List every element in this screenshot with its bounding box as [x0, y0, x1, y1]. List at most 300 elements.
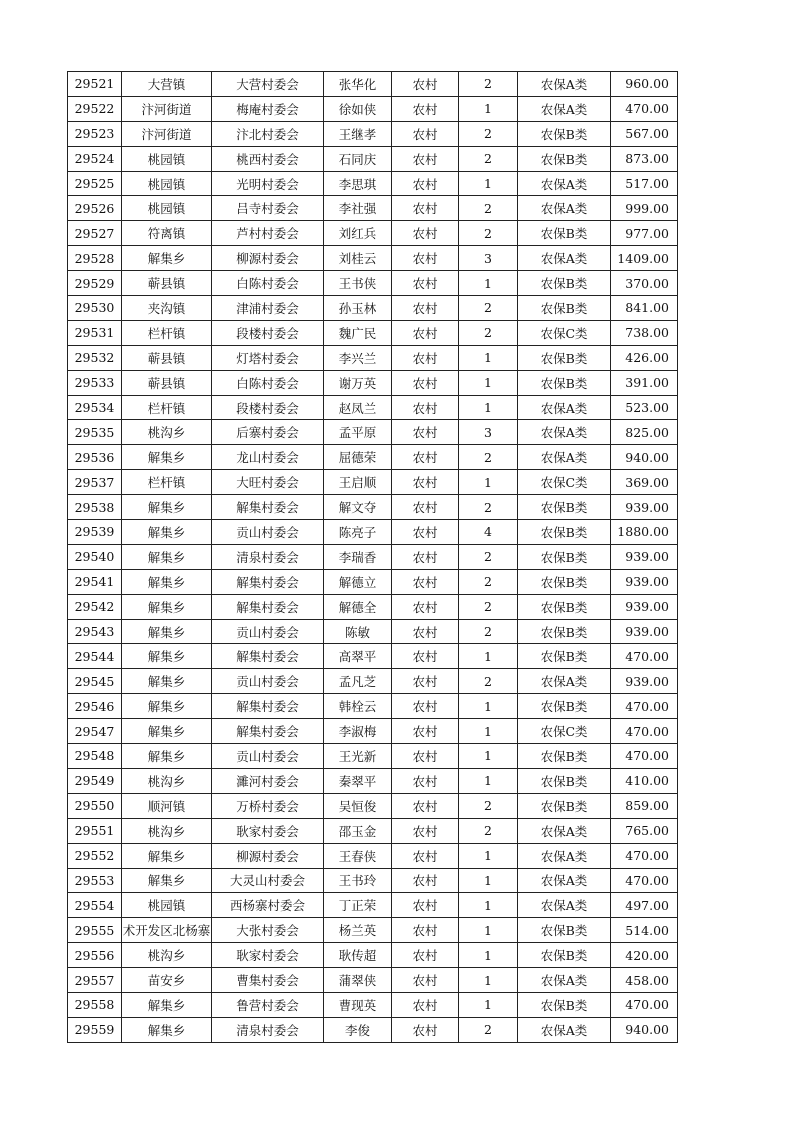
area-type-cell: 农村 — [392, 843, 459, 868]
amount-cell: 470.00 — [611, 868, 678, 893]
amount-cell: 940.00 — [611, 445, 678, 470]
village-committee-cell: 万桥村委会 — [212, 793, 324, 818]
village-committee-cell: 曹集村委会 — [212, 968, 324, 993]
amount-cell: 426.00 — [611, 345, 678, 370]
township-cell: 桃园镇 — [122, 171, 212, 196]
name-cell: 陈敏 — [324, 619, 392, 644]
village-committee-cell: 柳源村委会 — [212, 843, 324, 868]
township-cell: 解集乡 — [122, 594, 212, 619]
name-cell: 李社强 — [324, 196, 392, 221]
record-id-cell: 29552 — [68, 843, 122, 868]
village-committee-cell: 大营村委会 — [212, 72, 324, 97]
name-cell: 李兴兰 — [324, 345, 392, 370]
record-id-cell: 29532 — [68, 345, 122, 370]
table-row — [68, 395, 678, 420]
insurance-category-cell: 农保B类 — [518, 744, 611, 769]
area-type-cell: 农村 — [392, 793, 459, 818]
insurance-category-cell: 农保B类 — [518, 768, 611, 793]
amount-cell: 977.00 — [611, 221, 678, 246]
insurance-category-cell: 农保B类 — [518, 943, 611, 968]
household-count-cell: 2 — [459, 793, 518, 818]
amount-cell: 939.00 — [611, 544, 678, 569]
household-count-cell: 3 — [459, 420, 518, 445]
table-row — [68, 619, 678, 644]
village-committee-cell: 解集村委会 — [212, 495, 324, 520]
amount-cell: 391.00 — [611, 370, 678, 395]
table-row — [68, 196, 678, 221]
amount-cell: 369.00 — [611, 470, 678, 495]
name-cell: 蒲翠侠 — [324, 968, 392, 993]
household-count-cell: 1 — [459, 968, 518, 993]
township-cell: 蕲县镇 — [122, 345, 212, 370]
township-cell: 解集乡 — [122, 619, 212, 644]
table-row — [68, 221, 678, 246]
record-id-cell: 29558 — [68, 992, 122, 1017]
table-row — [68, 594, 678, 619]
table-row — [68, 893, 678, 918]
insurance-category-cell: 农保A类 — [518, 72, 611, 97]
insurance-category-cell: 农保B类 — [518, 594, 611, 619]
amount-cell: 514.00 — [611, 918, 678, 943]
insurance-category-cell: 农保B类 — [518, 644, 611, 669]
insurance-category-cell: 农保A类 — [518, 818, 611, 843]
insurance-category-cell: 农保A类 — [518, 171, 611, 196]
record-id-cell: 29553 — [68, 868, 122, 893]
household-count-cell: 2 — [459, 296, 518, 321]
name-cell: 王书侠 — [324, 271, 392, 296]
name-cell: 孙玉林 — [324, 296, 392, 321]
table-row — [68, 868, 678, 893]
record-id-cell: 29531 — [68, 320, 122, 345]
township-cell: 解集乡 — [122, 246, 212, 271]
amount-cell: 567.00 — [611, 121, 678, 146]
insurance-category-cell: 农保B类 — [518, 569, 611, 594]
township-cell: 解集乡 — [122, 569, 212, 594]
amount-cell: 940.00 — [611, 1017, 678, 1042]
table-row — [68, 992, 678, 1017]
insurance-category-cell: 农保A类 — [518, 196, 611, 221]
data-table — [67, 71, 678, 1043]
table-row — [68, 420, 678, 445]
amount-cell: 841.00 — [611, 296, 678, 321]
household-count-cell: 2 — [459, 619, 518, 644]
area-type-cell: 农村 — [392, 246, 459, 271]
township-cell: 栏杆镇 — [122, 470, 212, 495]
table-row — [68, 694, 678, 719]
household-count-cell: 2 — [459, 544, 518, 569]
area-type-cell: 农村 — [392, 221, 459, 246]
area-type-cell: 农村 — [392, 544, 459, 569]
table-row — [68, 320, 678, 345]
record-id-cell: 29526 — [68, 196, 122, 221]
amount-cell: 470.00 — [611, 694, 678, 719]
name-cell: 赵凤兰 — [324, 395, 392, 420]
record-id-cell: 29555 — [68, 918, 122, 943]
household-count-cell: 1 — [459, 943, 518, 968]
table-container — [67, 71, 678, 1043]
insurance-category-cell: 农保B类 — [518, 370, 611, 395]
township-cell: 解集乡 — [122, 544, 212, 569]
record-id-cell: 29541 — [68, 569, 122, 594]
household-count-cell: 2 — [459, 445, 518, 470]
village-committee-cell: 柳源村委会 — [212, 246, 324, 271]
insurance-category-cell: 农保A类 — [518, 893, 611, 918]
area-type-cell: 农村 — [392, 594, 459, 619]
insurance-category-cell: 农保C类 — [518, 320, 611, 345]
township-cell: 解集乡 — [122, 644, 212, 669]
area-type-cell: 农村 — [392, 320, 459, 345]
insurance-category-cell: 农保B类 — [518, 296, 611, 321]
area-type-cell: 农村 — [392, 72, 459, 97]
amount-cell: 939.00 — [611, 669, 678, 694]
township-cell: 解集乡 — [122, 520, 212, 545]
household-count-cell: 2 — [459, 196, 518, 221]
insurance-category-cell: 农保B类 — [518, 495, 611, 520]
table-row — [68, 918, 678, 943]
household-count-cell: 1 — [459, 719, 518, 744]
insurance-category-cell: 农保B类 — [518, 146, 611, 171]
table-row — [68, 96, 678, 121]
amount-cell: 939.00 — [611, 569, 678, 594]
name-cell: 王启顺 — [324, 470, 392, 495]
village-committee-cell: 后寨村委会 — [212, 420, 324, 445]
household-count-cell: 2 — [459, 569, 518, 594]
township-cell: 苗安乡 — [122, 968, 212, 993]
table-row — [68, 246, 678, 271]
area-type-cell: 农村 — [392, 744, 459, 769]
record-id-cell: 29549 — [68, 768, 122, 793]
name-cell: 徐如侠 — [324, 96, 392, 121]
village-committee-cell: 桃西村委会 — [212, 146, 324, 171]
name-cell: 陈亮子 — [324, 520, 392, 545]
amount-cell: 370.00 — [611, 271, 678, 296]
name-cell: 张华化 — [324, 72, 392, 97]
township-cell: 术开发区北杨寨 — [122, 918, 212, 943]
insurance-category-cell: 农保C类 — [518, 470, 611, 495]
table-row — [68, 445, 678, 470]
township-cell: 桃园镇 — [122, 146, 212, 171]
township-cell: 桃沟乡 — [122, 818, 212, 843]
village-committee-cell: 耿家村委会 — [212, 818, 324, 843]
village-committee-cell: 解集村委会 — [212, 719, 324, 744]
name-cell: 邵玉金 — [324, 818, 392, 843]
household-count-cell: 2 — [459, 146, 518, 171]
village-committee-cell: 白陈村委会 — [212, 370, 324, 395]
village-committee-cell: 梅庵村委会 — [212, 96, 324, 121]
village-committee-cell: 段楼村委会 — [212, 395, 324, 420]
table-row — [68, 271, 678, 296]
record-id-cell: 29540 — [68, 544, 122, 569]
amount-cell: 960.00 — [611, 72, 678, 97]
table-row — [68, 744, 678, 769]
amount-cell: 470.00 — [611, 719, 678, 744]
township-cell: 栏杆镇 — [122, 395, 212, 420]
area-type-cell: 农村 — [392, 992, 459, 1017]
household-count-cell: 2 — [459, 320, 518, 345]
name-cell: 王书玲 — [324, 868, 392, 893]
township-cell: 顺河镇 — [122, 793, 212, 818]
name-cell: 王光新 — [324, 744, 392, 769]
amount-cell: 410.00 — [611, 768, 678, 793]
insurance-category-cell: 农保B类 — [518, 694, 611, 719]
township-cell: 汴河街道 — [122, 96, 212, 121]
household-count-cell: 1 — [459, 768, 518, 793]
table-row — [68, 943, 678, 968]
record-id-cell: 29524 — [68, 146, 122, 171]
household-count-cell: 3 — [459, 246, 518, 271]
household-count-cell: 1 — [459, 171, 518, 196]
household-count-cell: 2 — [459, 121, 518, 146]
area-type-cell: 农村 — [392, 345, 459, 370]
name-cell: 杨兰英 — [324, 918, 392, 943]
name-cell: 李俊 — [324, 1017, 392, 1042]
name-cell: 高翠平 — [324, 644, 392, 669]
area-type-cell: 农村 — [392, 719, 459, 744]
record-id-cell: 29557 — [68, 968, 122, 993]
amount-cell: 765.00 — [611, 818, 678, 843]
name-cell: 屈德荣 — [324, 445, 392, 470]
household-count-cell: 1 — [459, 370, 518, 395]
area-type-cell: 农村 — [392, 495, 459, 520]
table-row — [68, 968, 678, 993]
village-committee-cell: 贡山村委会 — [212, 744, 324, 769]
township-cell: 大营镇 — [122, 72, 212, 97]
record-id-cell: 29536 — [68, 445, 122, 470]
township-cell: 解集乡 — [122, 992, 212, 1017]
name-cell: 解文夺 — [324, 495, 392, 520]
household-count-cell: 1 — [459, 893, 518, 918]
township-cell: 解集乡 — [122, 694, 212, 719]
insurance-category-cell: 农保A类 — [518, 843, 611, 868]
name-cell: 吴恒俊 — [324, 793, 392, 818]
name-cell: 韩栓云 — [324, 694, 392, 719]
area-type-cell: 农村 — [392, 1017, 459, 1042]
village-committee-cell: 吕寺村委会 — [212, 196, 324, 221]
amount-cell: 1880.00 — [611, 520, 678, 545]
table-row — [68, 470, 678, 495]
table-row — [68, 544, 678, 569]
village-committee-cell: 贡山村委会 — [212, 520, 324, 545]
insurance-category-cell: 农保A类 — [518, 968, 611, 993]
amount-cell: 470.00 — [611, 744, 678, 769]
amount-cell: 939.00 — [611, 495, 678, 520]
village-committee-cell: 贡山村委会 — [212, 619, 324, 644]
village-committee-cell: 芦村村委会 — [212, 221, 324, 246]
name-cell: 王继孝 — [324, 121, 392, 146]
amount-cell: 523.00 — [611, 395, 678, 420]
insurance-category-cell: 农保A类 — [518, 1017, 611, 1042]
area-type-cell: 农村 — [392, 146, 459, 171]
insurance-category-cell: 农保A类 — [518, 445, 611, 470]
township-cell: 解集乡 — [122, 495, 212, 520]
name-cell: 秦翠平 — [324, 768, 392, 793]
amount-cell: 458.00 — [611, 968, 678, 993]
name-cell: 石同庆 — [324, 146, 392, 171]
name-cell: 孟平原 — [324, 420, 392, 445]
household-count-cell: 1 — [459, 843, 518, 868]
village-committee-cell: 灯塔村委会 — [212, 345, 324, 370]
table-row — [68, 569, 678, 594]
table-row — [68, 121, 678, 146]
name-cell: 刘桂云 — [324, 246, 392, 271]
record-id-cell: 29530 — [68, 296, 122, 321]
table-row — [68, 793, 678, 818]
township-cell: 桃沟乡 — [122, 768, 212, 793]
record-id-cell: 29533 — [68, 370, 122, 395]
village-committee-cell: 解集村委会 — [212, 694, 324, 719]
table-row — [68, 1017, 678, 1042]
table-body — [68, 72, 678, 1043]
household-count-cell: 1 — [459, 395, 518, 420]
insurance-category-cell: 农保B类 — [518, 918, 611, 943]
village-committee-cell: 大张村委会 — [212, 918, 324, 943]
insurance-category-cell: 农保A类 — [518, 420, 611, 445]
household-count-cell: 1 — [459, 992, 518, 1017]
record-id-cell: 29556 — [68, 943, 122, 968]
area-type-cell: 农村 — [392, 420, 459, 445]
village-committee-cell: 津浦村委会 — [212, 296, 324, 321]
record-id-cell: 29559 — [68, 1017, 122, 1042]
table-row — [68, 818, 678, 843]
household-count-cell: 1 — [459, 868, 518, 893]
record-id-cell: 29528 — [68, 246, 122, 271]
household-count-cell: 2 — [459, 669, 518, 694]
area-type-cell: 农村 — [392, 768, 459, 793]
village-committee-cell: 大灵山村委会 — [212, 868, 324, 893]
name-cell: 李淑梅 — [324, 719, 392, 744]
township-cell: 解集乡 — [122, 843, 212, 868]
township-cell: 桃园镇 — [122, 196, 212, 221]
township-cell: 桃园镇 — [122, 893, 212, 918]
record-id-cell: 29537 — [68, 470, 122, 495]
insurance-category-cell: 农保B类 — [518, 992, 611, 1017]
record-id-cell: 29539 — [68, 520, 122, 545]
village-committee-cell: 解集村委会 — [212, 644, 324, 669]
name-cell: 魏广民 — [324, 320, 392, 345]
township-cell: 蕲县镇 — [122, 370, 212, 395]
area-type-cell: 农村 — [392, 296, 459, 321]
area-type-cell: 农村 — [392, 619, 459, 644]
insurance-category-cell: 农保B类 — [518, 793, 611, 818]
insurance-category-cell: 农保B类 — [518, 520, 611, 545]
record-id-cell: 29548 — [68, 744, 122, 769]
table-row — [68, 72, 678, 97]
record-id-cell: 29554 — [68, 893, 122, 918]
township-cell: 栏杆镇 — [122, 320, 212, 345]
area-type-cell: 农村 — [392, 694, 459, 719]
record-id-cell: 29546 — [68, 694, 122, 719]
amount-cell: 859.00 — [611, 793, 678, 818]
table-row — [68, 520, 678, 545]
record-id-cell: 29527 — [68, 221, 122, 246]
household-count-cell: 4 — [459, 520, 518, 545]
village-committee-cell: 汴北村委会 — [212, 121, 324, 146]
table-row — [68, 644, 678, 669]
amount-cell: 738.00 — [611, 320, 678, 345]
name-cell: 李思琪 — [324, 171, 392, 196]
insurance-category-cell: 农保A类 — [518, 246, 611, 271]
record-id-cell: 29534 — [68, 395, 122, 420]
township-cell: 桃沟乡 — [122, 420, 212, 445]
amount-cell: 999.00 — [611, 196, 678, 221]
table-row — [68, 843, 678, 868]
name-cell: 耿传超 — [324, 943, 392, 968]
table-row — [68, 146, 678, 171]
record-id-cell: 29529 — [68, 271, 122, 296]
township-cell: 汴河街道 — [122, 121, 212, 146]
household-count-cell: 2 — [459, 818, 518, 843]
amount-cell: 939.00 — [611, 619, 678, 644]
township-cell: 蕲县镇 — [122, 271, 212, 296]
village-committee-cell: 西杨寨村委会 — [212, 893, 324, 918]
name-cell: 曹现英 — [324, 992, 392, 1017]
record-id-cell: 29521 — [68, 72, 122, 97]
insurance-category-cell: 农保A类 — [518, 669, 611, 694]
area-type-cell: 农村 — [392, 121, 459, 146]
record-id-cell: 29550 — [68, 793, 122, 818]
village-committee-cell: 龙山村委会 — [212, 445, 324, 470]
amount-cell: 517.00 — [611, 171, 678, 196]
township-cell: 解集乡 — [122, 1017, 212, 1042]
table-row — [68, 669, 678, 694]
insurance-category-cell: 农保C类 — [518, 719, 611, 744]
village-committee-cell: 光明村委会 — [212, 171, 324, 196]
record-id-cell: 29525 — [68, 171, 122, 196]
household-count-cell: 2 — [459, 221, 518, 246]
household-count-cell: 2 — [459, 495, 518, 520]
area-type-cell: 农村 — [392, 520, 459, 545]
township-cell: 解集乡 — [122, 669, 212, 694]
village-committee-cell: 清泉村委会 — [212, 1017, 324, 1042]
name-cell: 孟凡芝 — [324, 669, 392, 694]
amount-cell: 873.00 — [611, 146, 678, 171]
household-count-cell: 1 — [459, 96, 518, 121]
area-type-cell: 农村 — [392, 370, 459, 395]
name-cell: 刘红兵 — [324, 221, 392, 246]
amount-cell: 470.00 — [611, 992, 678, 1017]
amount-cell: 497.00 — [611, 893, 678, 918]
insurance-category-cell: 农保B类 — [518, 619, 611, 644]
township-cell: 夹沟镇 — [122, 296, 212, 321]
village-committee-cell: 耿家村委会 — [212, 943, 324, 968]
area-type-cell: 农村 — [392, 644, 459, 669]
amount-cell: 470.00 — [611, 644, 678, 669]
name-cell: 李瑞香 — [324, 544, 392, 569]
village-committee-cell: 解集村委会 — [212, 594, 324, 619]
area-type-cell: 农村 — [392, 868, 459, 893]
table-row — [68, 345, 678, 370]
area-type-cell: 农村 — [392, 968, 459, 993]
village-committee-cell: 白陈村委会 — [212, 271, 324, 296]
township-cell: 解集乡 — [122, 868, 212, 893]
township-cell: 符离镇 — [122, 221, 212, 246]
insurance-category-cell: 农保A类 — [518, 868, 611, 893]
insurance-category-cell: 农保B类 — [518, 121, 611, 146]
area-type-cell: 农村 — [392, 569, 459, 594]
household-count-cell: 1 — [459, 345, 518, 370]
amount-cell: 1409.00 — [611, 246, 678, 271]
village-committee-cell: 濉河村委会 — [212, 768, 324, 793]
household-count-cell: 1 — [459, 694, 518, 719]
amount-cell: 470.00 — [611, 843, 678, 868]
area-type-cell: 农村 — [392, 943, 459, 968]
record-id-cell: 29543 — [68, 619, 122, 644]
household-count-cell: 2 — [459, 72, 518, 97]
insurance-category-cell: 农保B类 — [518, 221, 611, 246]
village-committee-cell: 大旺村委会 — [212, 470, 324, 495]
village-committee-cell: 解集村委会 — [212, 569, 324, 594]
household-count-cell: 1 — [459, 644, 518, 669]
